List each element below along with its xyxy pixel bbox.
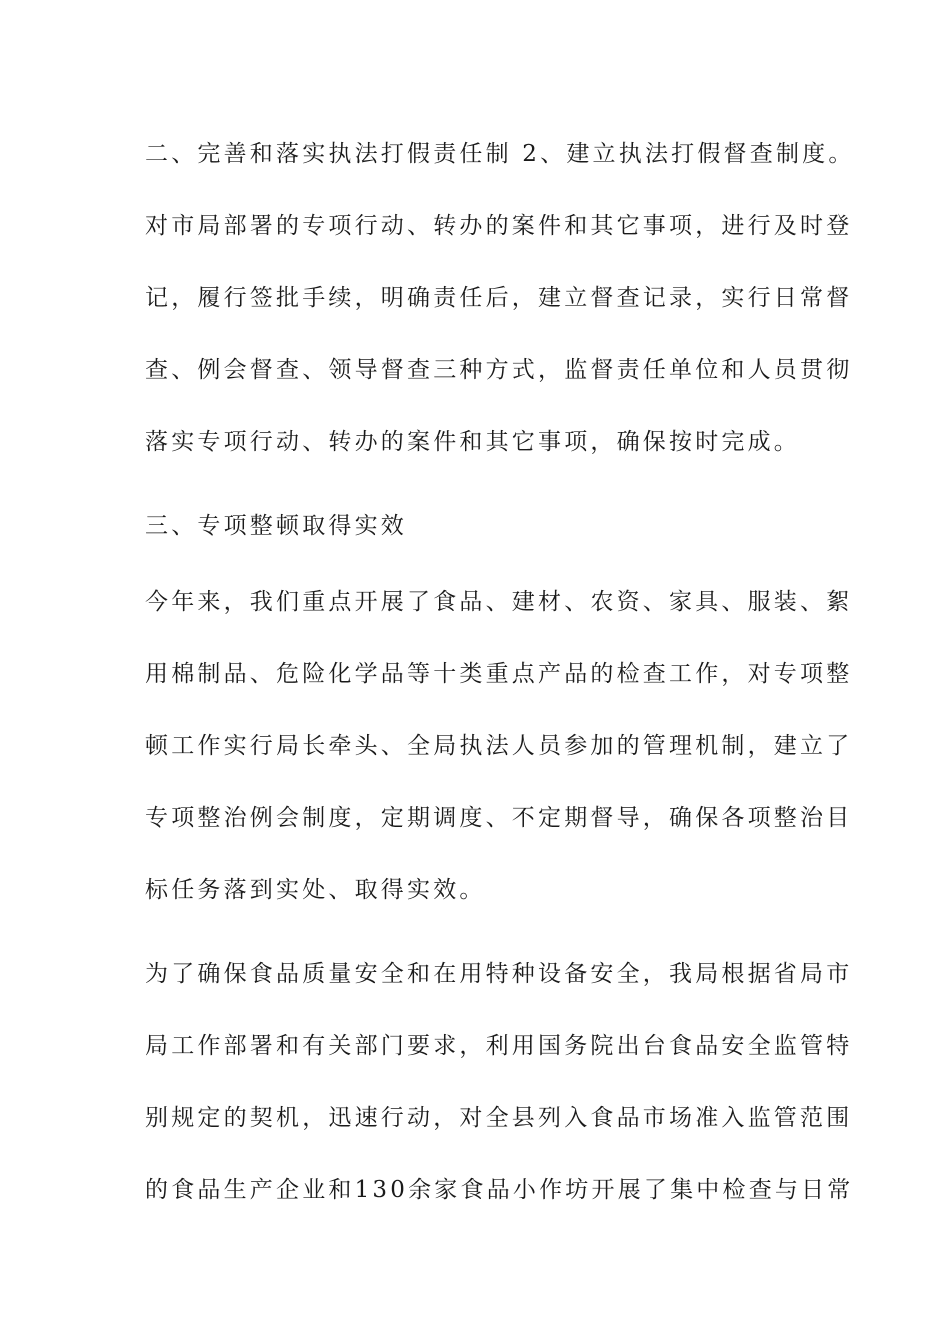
text-line-15: 的食品生产企业和130余家食品小作坊开展了集中检查与日常 — [145, 1177, 854, 1203]
text-line-1: 二、完善和落实执法打假责任制 2、建立执法打假督查制度。 — [145, 141, 855, 167]
text-line-7: 今年来，我们重点开展了食品、建材、农资、家具、服装、絮 — [145, 589, 853, 615]
text-line-3: 记，履行签批手续，明确责任后，建立督查记录，实行日常督 — [145, 285, 853, 311]
section-heading: 三、专项整顿取得实效 — [145, 513, 407, 539]
text-line-12: 为了确保食品质量安全和在用特种设备安全，我局根据省局市 — [145, 961, 853, 987]
text-line-11: 标任务落到实处、取得实效。 — [145, 877, 486, 903]
text-line-14: 别规定的契机，迅速行动，对全县列入食品市场准入监管范围 — [145, 1105, 853, 1131]
text-line-9: 顿工作实行局长牵头、全局执法人员参加的管理机制，建立了 — [145, 733, 853, 759]
text-line-5: 落实专项行动、转办的案件和其它事项，确保按时完成。 — [145, 429, 800, 455]
text-line-2: 对市局部署的专项行动、转办的案件和其它事项，进行及时登 — [145, 213, 853, 239]
text-line-4: 查、例会督查、领导督查三种方式，监督责任单位和人员贯彻 — [145, 357, 853, 383]
text-line-13: 局工作部署和有关部门要求，利用国务院出台食品安全监管特 — [145, 1033, 853, 1059]
text-line-10: 专项整治例会制度，定期调度、不定期督导，确保各项整治目 — [145, 805, 853, 831]
text-line-8: 用棉制品、危险化学品等十类重点产品的检查工作，对专项整 — [145, 661, 853, 687]
